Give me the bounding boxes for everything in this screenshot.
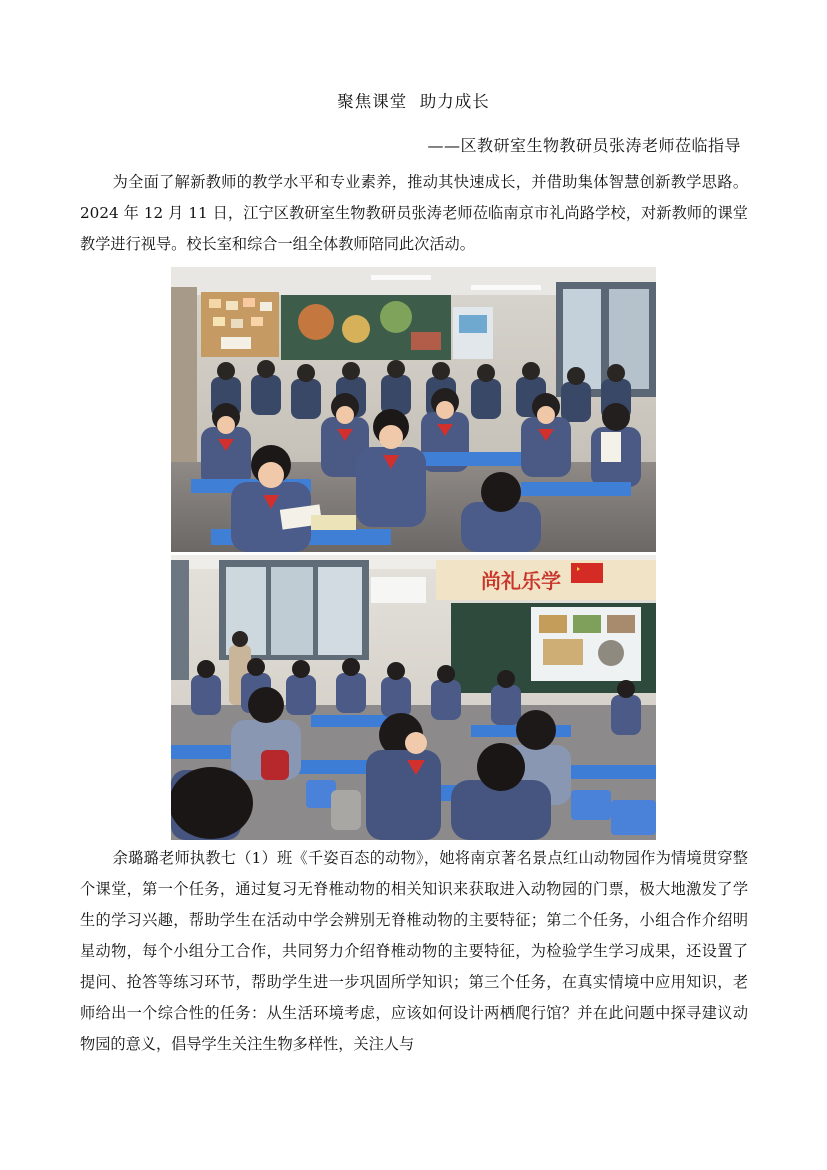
document-title: 聚焦课堂 助力成长 xyxy=(337,92,490,111)
classroom-photo-front-image xyxy=(171,267,656,552)
classroom-slogan: 尚礼乐学 xyxy=(481,569,561,593)
classroom-photo-front xyxy=(171,267,656,552)
paragraph-lesson: 余璐璐老师执教七（1）班《千姿百态的动物》，她将南京著名景点红山动物园作为情境贯穿整个课堂，第一个任务，通过复习无脊椎动物的相关知识来获取进入动物园的门票，极大地激发了学生的学习兴趣，帮助学生在活动中学会辨别无脊椎动物的主要特征；第二个任务，小组合作介绍明星动物，每个小组分工合作，共同努力介绍脊椎动物的主要特征，为检验学生学习成果，还设置了提问、抢答等练习环节，帮助学生进一步巩固所学知识；第三个任务，在真实情境中应用知识，老师给出一个综合性的任务：从生活环境考虑，应该如何设计两栖爬行馆？并在此问题中探寻建议动物园的意义，倡导学生关注生物多样性，关注人与 xyxy=(80,849,748,1053)
paragraph-intro: 为全面了解新教师的教学水平和专业素养，推动其快速成长，并借助集体智慧创新教学思路。2024 年 12 月 11 日，江宁区教研室生物教研员张涛老师莅临南京市礼尚路学校，对新教师的课堂教学进行视导。校长室和综合一组全体教师陪同此次活动。 xyxy=(80,173,748,253)
classroom-photo-back xyxy=(171,555,656,840)
classroom-photo-back-image xyxy=(171,555,656,840)
document-subtitle: ——区教研室生物教研员张涛老师莅临指导 xyxy=(427,136,741,155)
